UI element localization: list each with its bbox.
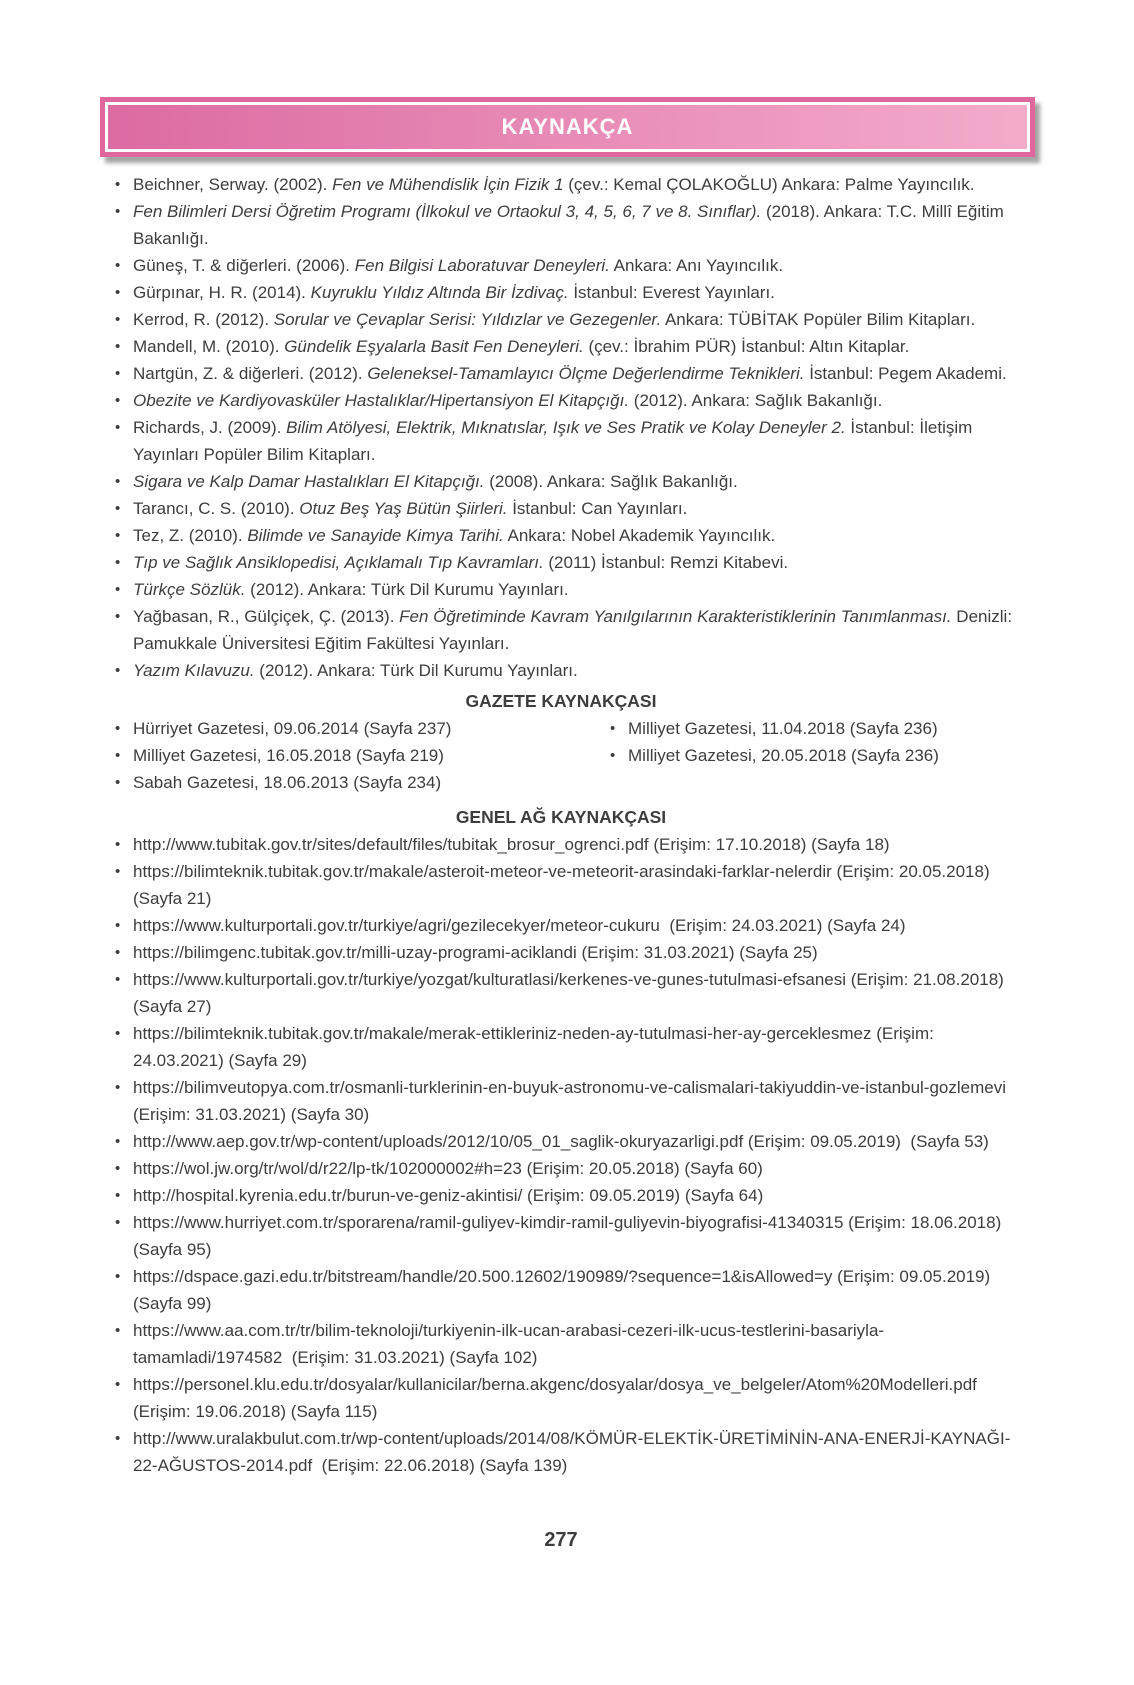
web-reference-list	[100, 831, 1022, 1479]
page-title: KAYNAKÇA	[501, 114, 634, 139]
book-reference-list	[100, 171, 1022, 684]
book-reference-item: • Fen Bilimleri Dersi Öğretim Programı (İlkokul ve Ortaokul 3, 4, 5, 6, 7 ve 8. Sınıflar). (2018). Ankara: T.C. Millî Eğitim Bakanlığı.	[100, 198, 1022, 252]
web-section-title: GENEL AĞ KAYNAKÇASI	[455, 807, 667, 827]
web-reference-item: • https://www.kulturportali.gov.tr/turkiye/yozgat/kulturatlasi/kerkenes-ve-gunes-tutulmasi-efsanesi (Erişim: 21.08.2018) (Sayfa 27)	[100, 966, 1022, 1020]
newspaper-reference-item: • Milliyet Gazetesi, 20.05.2018 (Sayfa 236)	[595, 742, 1022, 769]
web-reference-item: • https://personel.klu.edu.tr/dosyalar/kullanicilar/berna.akgenc/dosyalar/dosya_ve_belgeler/Atom%20Modelleri.pdf (Erişim: 19.06.2018) (Sayfa 115)	[100, 1371, 1022, 1425]
book-reference-item: • Tez, Z. (2010). Bilimde ve Sanayide Kimya Tarihi. Ankara: Nobel Akademik Yayıncılık.	[100, 522, 1022, 549]
kaynakca-banner-gradient	[108, 105, 1027, 149]
web-reference-item: • http://www.aep.gov.tr/wp-content/uploads/2012/10/05_01_saglik-okuryazarligi.pdf (Erişim: 09.05.2019) (Sayfa 53)	[100, 1128, 1022, 1155]
web-reference-item: • https://www.kulturportali.gov.tr/turkiye/agri/gezilecekyer/meteor-cukuru (Erişim: 24.03.2021) (Sayfa 24)	[100, 912, 1022, 939]
book-reference-item: • Tarancı, C. S. (2010). Otuz Beş Yaş Bütün Şiirleri. İstanbul: Can Yayınları.	[100, 495, 1022, 522]
book-reference-item: • Obezite ve Kardiyovasküler Hastalıklar/Hipertansiyon El Kitapçığı. (2012). Ankara: Sağlık Bakanlığı.	[100, 387, 1022, 414]
book-reference-item: • Türkçe Sözlük. (2012). Ankara: Türk Dil Kurumu Yayınları.	[100, 576, 1022, 603]
book-reference-item: • Nartgün, Z. & diğerleri. (2012). Geleneksel-Tamamlayıcı Ölçme Değerlendirme Teknikleri. İstanbul: Pegem Akademi.	[100, 360, 1022, 387]
book-reference-item: • Beichner, Serway. (2002). Fen ve Mühendislik İçin Fizik 1 (çev.: Kemal ÇOLAKOĞLU) Ankara: Palme Yayıncılık.	[100, 171, 1022, 198]
web-reference-item: • https://bilimteknik.tubitak.gov.tr/makale/asteroit-meteor-ve-meteorit-arasindaki-farklar-nelerdir (Erişim: 20.05.2018) (Sayfa 21)	[100, 858, 1022, 912]
web-reference-item: • http://www.uralakbulut.com.tr/wp-content/uploads/2014/08/KÖMÜR-ELEKTİK-ÜRETİMİNİN-ANA-ENERJİ-KAYNAĞI-22-AĞUSTOS-2014.pdf (Erişim: 22.06.2018) (Sayfa 139)	[100, 1425, 1022, 1479]
newspaper-reference-item: • Hürriyet Gazetesi, 09.06.2014 (Sayfa 237)	[100, 715, 595, 742]
newspaper-reference-item: • Milliyet Gazetesi, 11.04.2018 (Sayfa 236)	[595, 715, 1022, 742]
newspaper-reference-columns	[100, 715, 1022, 796]
web-reference-item: • https://www.hurriyet.com.tr/sporarena/ramil-guliyev-kimdir-ramil-guliyevin-biyografisi-41340315 (Erişim: 18.06.2018) (Sayfa 95)	[100, 1209, 1022, 1263]
book-reference-item: • Tıp ve Sağlık Ansiklopedisi, Açıklamalı Tıp Kavramları. (2011) İstanbul: Remzi Kitabevi.	[100, 549, 1022, 576]
newspaper-reference-item: • Sabah Gazetesi, 18.06.2013 (Sayfa 234)	[100, 769, 595, 796]
bibliography-page	[0, 97, 1134, 1622]
web-reference-item: • http://hospital.kyrenia.edu.tr/burun-ve-geniz-akintisi/ (Erişim: 09.05.2019) (Sayfa 64)	[100, 1182, 1022, 1209]
book-reference-item: • Sigara ve Kalp Damar Hastalıkları El Kitapçığı. (2008). Ankara: Sağlık Bakanlığı.	[100, 468, 1022, 495]
book-reference-item: • Richards, J. (2009). Bilim Atölyesi, Elektrik, Mıknatıslar, Işık ve Ses Pratik ve Kolay Deneyler 2. İstanbul: İletişim Yayınları Popüler Bilim Kitapları.	[100, 414, 1022, 468]
web-reference-item: • https://www.aa.com.tr/tr/bilim-teknoloji/turkiyenin-ilk-ucan-arabasi-cezeri-ilk-ucus-testlerini-basariyla-tamamladi/1974582 (Erişim: 31.03.2021) (Sayfa 102)	[100, 1317, 1022, 1371]
web-reference-item: • https://wol.jw.org/tr/wol/d/r22/lp-tk/102000002#h=23 (Erişim: 20.05.2018) (Sayfa 60)	[100, 1155, 1022, 1182]
web-reference-item: • https://dspace.gazi.edu.tr/bitstream/handle/20.500.12602/190989/?sequence=1&isAllowed=y (Erişim: 09.05.2019) (Sayfa 99)	[100, 1263, 1022, 1317]
page-number: 277	[544, 1529, 578, 1551]
web-reference-item: • https://bilimveutopya.com.tr/osmanli-turklerinin-en-buyuk-astronomu-ve-calismalari-takiyuddin-ve-istanbul-gozlemevi (Erişim: 31.03.2021) (Sayfa 30)	[100, 1074, 1022, 1128]
newspaper-section-title: GAZETE KAYNAKÇASI	[465, 691, 657, 711]
web-reference-item: • https://bilimgenc.tubitak.gov.tr/milli-uzay-programi-aciklandi (Erişim: 31.03.2021) (Sayfa 25)	[100, 939, 1022, 966]
book-reference-item: • Yağbasan, R., Gülçiçek, Ç. (2013). Fen Öğretiminde Kavram Yanılgılarının Karakteristiklerinin Tanımlanması. Denizli: Pamukkale Üniversitesi Eğitim Fakültesi Yayınları.	[100, 603, 1022, 657]
kaynakca-banner	[100, 97, 1035, 157]
book-reference-item: • Güneş, T. & diğerleri. (2006). Fen Bilgisi Laboratuvar Deneyleri. Ankara: Anı Yayıncılık.	[100, 252, 1022, 279]
book-reference-item: • Kerrod, R. (2012). Sorular ve Çevaplar Serisi: Yıldızlar ve Gezegenler. Ankara: TÜBİTAK Popüler Bilim Kitapları.	[100, 306, 1022, 333]
newspaper-reference-item: • Milliyet Gazetesi, 16.05.2018 (Sayfa 219)	[100, 742, 595, 769]
newspaper-reference-list-right	[595, 715, 1022, 796]
newspaper-reference-list-left	[100, 715, 595, 796]
book-reference-item: • Yazım Kılavuzu. (2012). Ankara: Türk Dil Kurumu Yayınları.	[100, 657, 1022, 684]
web-reference-item: • http://www.tubitak.gov.tr/sites/default/files/tubitak_brosur_ogrenci.pdf (Erişim: 17.10.2018) (Sayfa 18)	[100, 831, 1022, 858]
web-reference-item: • https://bilimteknik.tubitak.gov.tr/makale/merak-ettikleriniz-neden-ay-tutulmasi-her-ay-gerceklesmez (Erişim: 24.03.2021) (Sayfa 29)	[100, 1020, 1022, 1074]
book-reference-item: • Mandell, M. (2010). Gündelik Eşyalarla Basit Fen Deneyleri. (çev.: İbrahim PÜR) İstanbul: Altın Kitaplar.	[100, 333, 1022, 360]
book-reference-item: • Gürpınar, H. R. (2014). Kuyruklu Yıldız Altında Bir İzdivaç. İstanbul: Everest Yayınları.	[100, 279, 1022, 306]
